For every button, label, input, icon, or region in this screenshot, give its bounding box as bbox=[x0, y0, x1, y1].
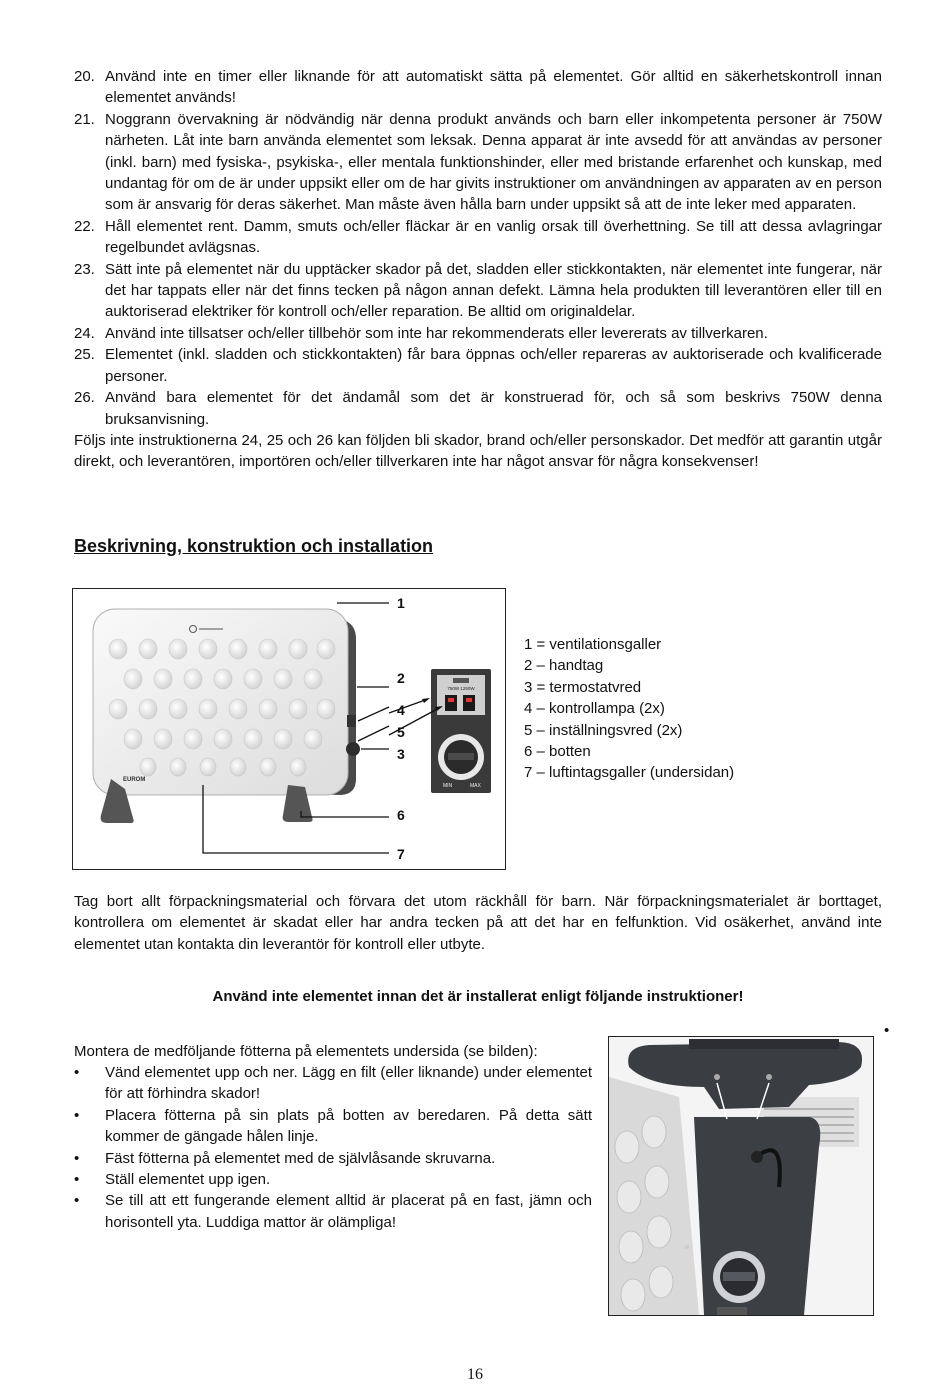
page-number: 16 bbox=[467, 1366, 483, 1383]
thermostat-knob-grip bbox=[448, 753, 474, 760]
bullet-marker: • bbox=[74, 1192, 80, 1210]
power-label: 750W 1250W bbox=[447, 686, 475, 691]
legend-item: 2 – handtag bbox=[524, 657, 604, 675]
legend-item: 4 – kontrollampa (2x) bbox=[524, 700, 665, 718]
rule-number: 20. bbox=[74, 68, 95, 85]
rule-number: 25. bbox=[74, 346, 95, 364]
bullet-marker: • bbox=[74, 1064, 80, 1081]
step-text: Ställ elementet upp igen. bbox=[105, 1171, 271, 1189]
step-text: Fäst fötterna på elementet med de självlåsande skruvarna. bbox=[105, 1149, 496, 1167]
legend-item: 5 – inställningsvred (2x) bbox=[524, 721, 683, 739]
switch-edge bbox=[717, 1307, 747, 1315]
rule-item bbox=[74, 323, 882, 344]
screw-hole bbox=[714, 1074, 720, 1080]
safety-rules-list bbox=[74, 66, 882, 473]
consequence-paragraph: Följs inte instruktionerna 24, 25 och 26 kan följden bli skador, brand och/eller personskador. Det medför att garantin utgår direkt, och leverantören, importören och/eller tillverkaren inte har något ansvar för några konsekvenser! bbox=[74, 431, 882, 471]
bullet-marker: • bbox=[74, 1171, 80, 1189]
packaging-paragraph: Tag bort allt förpackningsmaterial och förvara det utom räckhåll för barn. När förpackningsmaterialet är borttaget, kontrollera om elementet är skadat eller har andra tecken på att det har en felfunktion. Vid osäkerhet, använd inte elementet utan kontakta din leverantör för kontroll eller utbyte. bbox=[74, 893, 882, 953]
indicator-label bbox=[453, 678, 469, 683]
list-item bbox=[74, 1062, 592, 1105]
rule-number: 26. bbox=[74, 389, 95, 407]
heater-diagram-illustration bbox=[73, 589, 505, 869]
section-heading: Beskrivning, konstruktion och installation bbox=[74, 536, 434, 556]
rule-item bbox=[74, 259, 882, 323]
foot-top-edge bbox=[689, 1039, 839, 1049]
feet-mounting-photo bbox=[608, 1036, 874, 1316]
thermostat-knob-grip bbox=[723, 1272, 755, 1281]
rule-item bbox=[74, 66, 882, 109]
legend-item: 7 – luftintagsgaller (undersidan) bbox=[524, 764, 735, 782]
feet-mounting-illustration bbox=[609, 1037, 873, 1315]
bullet-marker: • bbox=[74, 1106, 80, 1124]
rule-item bbox=[74, 387, 882, 430]
callout-number: 4 bbox=[397, 702, 405, 718]
rule-text: Använd inte en timer eller liknande för att automatiskt sätta på elementet. Gör alltid en säkerhetskontroll innan elementet används! bbox=[105, 68, 882, 107]
screw-hole bbox=[766, 1074, 772, 1080]
rule-number: 21. bbox=[74, 110, 95, 128]
control-lamp bbox=[466, 698, 472, 702]
installation-warning: Använd inte elementet innan det är installerat enligt följande instruktioner! bbox=[212, 988, 744, 1005]
rule-number: 22. bbox=[74, 217, 95, 235]
step-text: Se till att ett fungerande element alltid är placerat på en fast, jämn och horisontell yta. Luddiga mattor är olämpliga! bbox=[105, 1192, 592, 1231]
parts-legend bbox=[524, 634, 734, 784]
list-item bbox=[74, 1169, 592, 1190]
rule-item bbox=[74, 344, 882, 387]
side-knob bbox=[346, 742, 360, 756]
rule-item bbox=[74, 109, 882, 216]
callout-number: 6 bbox=[397, 807, 405, 823]
list-item bbox=[74, 1105, 592, 1148]
rule-text: Håll elementet rent. Damm, smuts och/eller fläckar är en vanlig orsak till överhettning. Se till att dessa avlagringar regelbundet avlägsnas. bbox=[105, 217, 882, 257]
control-lamp bbox=[448, 698, 454, 702]
rule-text: Använd inte tillsatser och/eller tillbehör som inte har rekommenderats eller levererats av tillverkaren. bbox=[105, 324, 768, 342]
bullet-marker: • bbox=[74, 1149, 80, 1167]
legend-item: 1 = ventilationsgaller bbox=[524, 636, 662, 653]
rule-item bbox=[74, 216, 882, 259]
step-text: Placera fötterna på sin plats på botten av beredaren. På detta sätt kommer de gängade hålen linje. bbox=[105, 1106, 592, 1146]
callout-number: 7 bbox=[397, 846, 405, 862]
list-item bbox=[74, 1190, 592, 1233]
cord-grommet bbox=[751, 1151, 763, 1163]
heater-front-body bbox=[93, 609, 348, 795]
callout-number: 5 bbox=[397, 724, 405, 740]
callout-number: 1 bbox=[397, 595, 405, 611]
callout-number: 3 bbox=[397, 746, 405, 762]
side-switch bbox=[347, 715, 356, 727]
rule-number: 23. bbox=[74, 260, 95, 278]
mount-steps-list bbox=[74, 1062, 592, 1233]
indicator-dot bbox=[685, 1245, 689, 1249]
callout-number: 2 bbox=[397, 670, 405, 686]
rule-text: Använd bara elementet för det ändamål som det är konstruerad för, och så som beskrivs 750W denna bruksanvisning. bbox=[105, 389, 882, 428]
legend-item: 6 – botten bbox=[524, 743, 591, 761]
mount-intro: Montera de medföljande fötterna på elementets undersida (se bilden): bbox=[74, 1043, 538, 1060]
rule-number: 24. bbox=[74, 324, 95, 342]
rule-text: Elementet (inkl. sladden och stickkontakten) får bara öppnas och/eller repareras av auktoriserade och kvalificerade personer. bbox=[105, 346, 882, 385]
brand-label: EUROM bbox=[123, 777, 146, 783]
bullet-marker: • bbox=[884, 1022, 890, 1039]
legend-item: 3 = termostatvred bbox=[524, 678, 642, 696]
knob-max-label: MAX bbox=[470, 783, 481, 789]
rule-text: Noggrann övervakning är nödvändig när denna produkt används och barn eller inkompetenta personer är 750W närheten. Låt inte barn använda elementet som leksak. Denna apparat är inte avsedd för att användas av personer (inkl. barn) med fysiska-, psykiska-, eller mentala funktionshinder, eller med bristande erfarenhet och kunskap, med undantag för om de är under uppsikt eller om de har givits instruktioner om användningen av apparaten av en person som är ansvarig för deras säkerhet. Man måste även hålla barn under uppsikt så att de inte leker med apparaten. bbox=[105, 110, 882, 214]
list-item bbox=[74, 1148, 592, 1169]
heater-diagram bbox=[72, 588, 506, 870]
rule-text: Sätt inte på elementet när du upptäcker skador på det, sladden eller stickkontakten, när elementet inte fungerar, när det har tappats eller när det finns tecken på någon annan defekt. Lämna hela produkten till leverantören eller till en auktoriserad elektriker för kontroll och/eller reparation. Be alltid om originaldelar. bbox=[105, 260, 882, 321]
knob-min-label: MIN bbox=[443, 783, 453, 789]
step-text: Vänd elementet upp och ner. Lägg en filt (eller liknande) under elementet för att förhindra skador! bbox=[105, 1064, 592, 1103]
rocker-switch bbox=[445, 695, 457, 711]
rocker-switch bbox=[463, 695, 475, 711]
